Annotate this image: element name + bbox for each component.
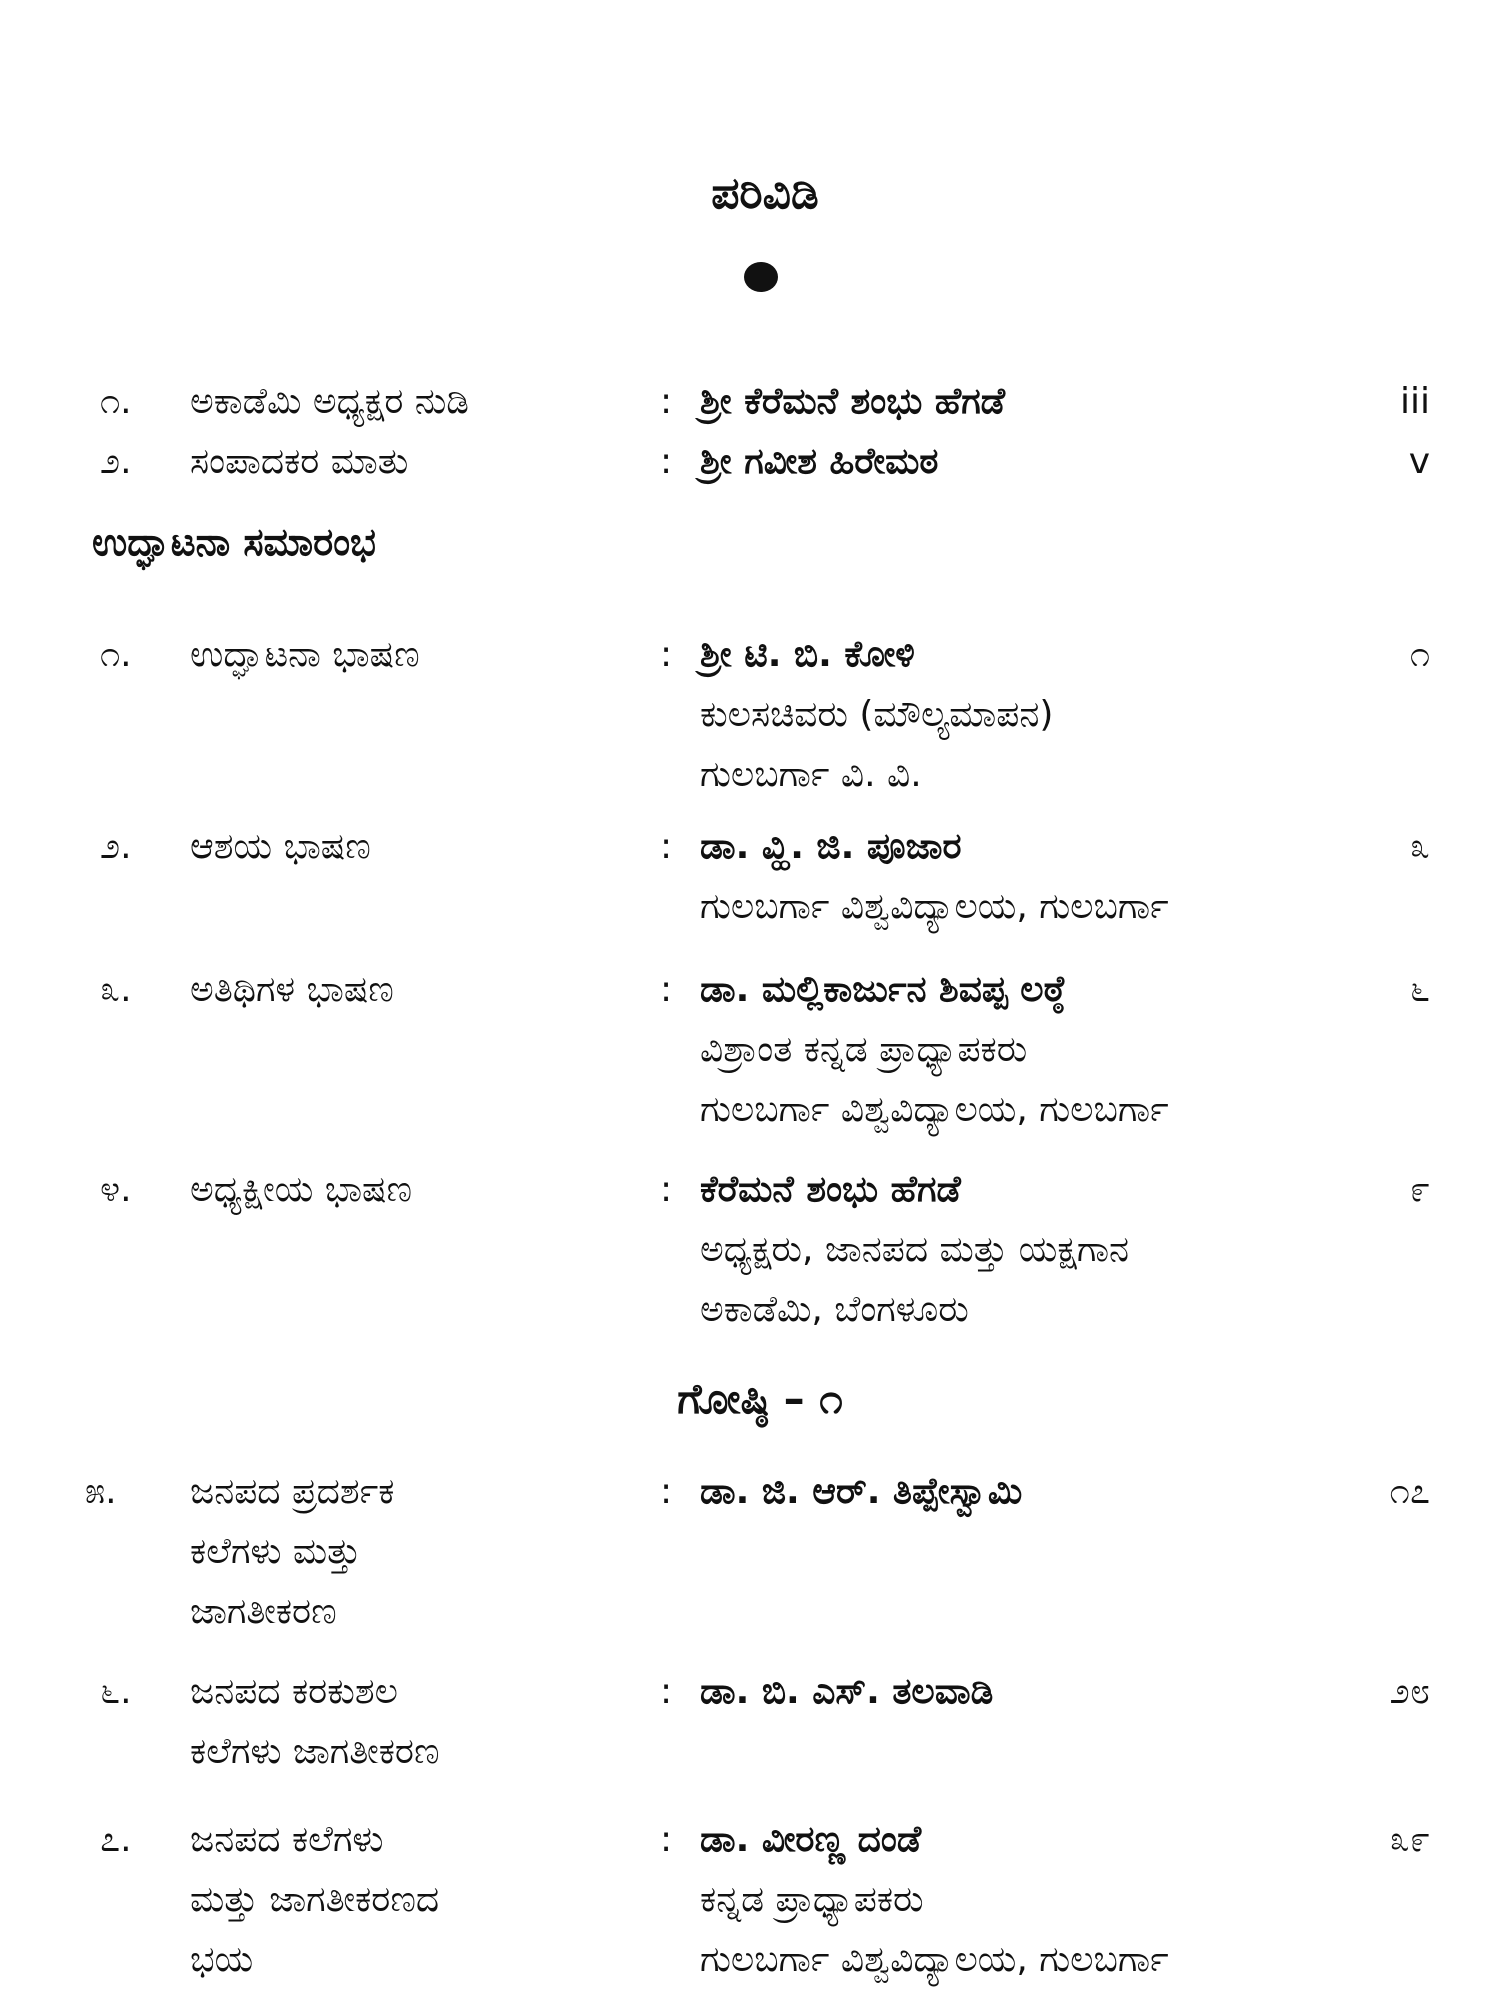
section-heading: ಉದ್ಘಾಟನಾ ಸಮಾರಂಭ — [92, 520, 376, 564]
entry-topic — [190, 1462, 620, 1642]
colon-separator: : — [660, 1471, 673, 1512]
author-name: ಡಾ. ವೀರಣ್ಣ ದಂಡೆ — [700, 1819, 922, 1860]
author-name: ಕೆರೆಮನೆ ಶಂಭು ಹೆಗಡೆ — [700, 1169, 961, 1210]
bullet-dot — [744, 262, 778, 292]
entry-page-number: v — [1408, 441, 1430, 482]
colon-separator: : — [660, 1671, 673, 1712]
author-name: ಶ್ರೀ ಗವೀಶ ಹಿರೇಮಠ — [700, 441, 939, 482]
entry-page-number: ೩ — [1409, 826, 1430, 867]
topic-line: ಜನಪದ ಕರಕುಶಲ — [190, 1671, 398, 1712]
entry-number: ೫. — [85, 1471, 117, 1512]
colon-separator: : — [660, 1169, 673, 1210]
topic-line: ಅತಿಥಿಗಳ ಭಾಷಣ — [190, 969, 394, 1010]
colon-separator: : — [660, 634, 673, 675]
topic-line: ಕಲೆಗಳು ಮತ್ತು — [190, 1531, 361, 1572]
entry-number: ೧. — [100, 381, 132, 422]
entry-page-number: ೬ — [1409, 969, 1430, 1010]
entry-topic — [190, 432, 620, 492]
page-title: ಪರಿವಿಡಿ — [711, 168, 819, 219]
author-detail: ಗುಲಬರ್ಗಾ ವಿಶ್ವವಿದ್ಯಾಲಯ, ಗುಲಬರ್ಗಾ — [700, 1089, 1169, 1130]
entry-author — [700, 1662, 1360, 1722]
author-name: ಶ್ರೀ ಟಿ. ಬಿ. ಕೋಳಿ — [700, 634, 915, 675]
author-detail: ಅಕಾಡೆಮಿ, ಬೆಂಗಳೂರು — [700, 1289, 969, 1330]
author-detail: ಅಧ್ಯಕ್ಷರು, ಜಾನಪದ ಮತ್ತು ಯಕ್ಷಗಾನ — [700, 1229, 1130, 1270]
entry-number: ೬. — [100, 1671, 132, 1712]
topic-line: ಜಾಗತೀಕರಣ — [190, 1591, 337, 1632]
author-detail: ಗುಲಬರ್ಗಾ ವಿಶ್ವವಿದ್ಯಾಲಯ, ಗುಲಬರ್ಗಾ — [700, 1939, 1169, 1980]
topic-line: ಜನಪದ ಕಲೆಗಳು — [190, 1819, 384, 1860]
entry-author — [700, 1810, 1360, 1990]
entry-topic — [190, 1160, 620, 1220]
topic-line: ಕಲೆಗಳು ಜಾಗತೀಕರಣ — [190, 1731, 440, 1772]
entry-page-number: ೩೯ — [1389, 1819, 1430, 1860]
entry-number: ೪. — [100, 1169, 132, 1210]
entry-topic — [190, 625, 620, 685]
entry-page-number: ೯ — [1409, 1169, 1430, 1210]
entry-number: ೭. — [100, 1819, 132, 1860]
author-name: ಶ್ರೀ ಕೆರೆಮನೆ ಶಂಭು ಹೆಗಡೆ — [700, 381, 1006, 422]
author-detail: ಕನ್ನಡ ಪ್ರಾಧ್ಯಾಪಕರು — [700, 1879, 924, 1920]
entry-topic — [190, 817, 620, 877]
colon-separator: : — [660, 969, 673, 1010]
author-name: ಡಾ. ಜಿ. ಆರ್. ತಿಪ್ಪೇಸ್ವಾಮಿ — [700, 1471, 1023, 1512]
colon-separator: : — [660, 826, 673, 867]
entry-topic — [190, 1662, 620, 1782]
entry-author — [700, 960, 1360, 1140]
author-name: ಡಾ. ಬಿ. ಎಸ್. ತಲವಾಡಿ — [700, 1671, 994, 1712]
author-detail: ಗುಲಬರ್ಗಾ ವಿ. ವಿ. — [700, 754, 922, 795]
entry-number: ೩. — [100, 969, 132, 1010]
entry-page-number: ೧ — [1409, 634, 1430, 675]
topic-line: ಜನಪದ ಪ್ರದರ್ಶಕ — [190, 1471, 395, 1512]
author-detail: ವಿಶ್ರಾಂತ ಕನ್ನಡ ಪ್ರಾಧ್ಯಾಪಕರು — [700, 1029, 1028, 1070]
entry-author — [700, 625, 1360, 805]
author-detail: ಕುಲಸಚಿವರು (ಮೌಲ್ಯಮಾಪನ) — [700, 694, 1054, 735]
topic-line: ಮತ್ತು ಜಾಗತೀಕರಣದ — [190, 1879, 440, 1920]
colon-separator: : — [660, 1819, 673, 1860]
author-name: ಡಾ. ವ್ಹಿ. ಜಿ. ಪೂಜಾರ — [700, 826, 962, 867]
entry-author — [700, 372, 1360, 432]
topic-line: ಉದ್ಘಾಟನಾ ಭಾಷಣ — [190, 634, 420, 675]
colon-separator: : — [660, 441, 673, 482]
entry-author — [700, 817, 1360, 937]
entry-number: ೧. — [100, 634, 132, 675]
entry-topic — [190, 372, 620, 432]
entry-author — [700, 1462, 1360, 1522]
author-detail: ಗುಲಬರ್ಗಾ ವಿಶ್ವವಿದ್ಯಾಲಯ, ಗುಲಬರ್ಗಾ — [700, 886, 1169, 927]
entry-page-number: ೨೮ — [1389, 1671, 1430, 1712]
topic-line: ಅಕಾಡೆಮಿ ಅಧ್ಯಕ್ಷರ ನುಡಿ — [190, 381, 469, 422]
author-name: ಡಾ. ಮಲ್ಲಿಕಾರ್ಜುನ ಶಿವಪ್ಪ ಲಠ್ಠೆ — [700, 969, 1065, 1010]
entry-page-number: iii — [1399, 381, 1430, 422]
topic-line: ಅಧ್ಯಕ್ಷೀಯ ಭಾಷಣ — [190, 1169, 413, 1210]
topic-line: ಭಯ — [190, 1939, 254, 1980]
topic-line: ಆಶಯ ಭಾಷಣ — [190, 826, 371, 867]
entry-author — [700, 432, 1360, 492]
entry-number: ೨. — [100, 441, 132, 482]
colon-separator: : — [660, 381, 673, 422]
topic-line: ಸಂಪಾದಕರ ಮಾತು — [190, 441, 409, 482]
entry-number: ೨. — [100, 826, 132, 867]
entry-author — [700, 1160, 1360, 1340]
entry-topic — [190, 1810, 620, 1990]
entry-page-number: ೧೭ — [1389, 1471, 1430, 1512]
session-heading: ಗೋಷ್ಠಿ – ೧ — [677, 1374, 843, 1423]
entry-topic — [190, 960, 620, 1020]
